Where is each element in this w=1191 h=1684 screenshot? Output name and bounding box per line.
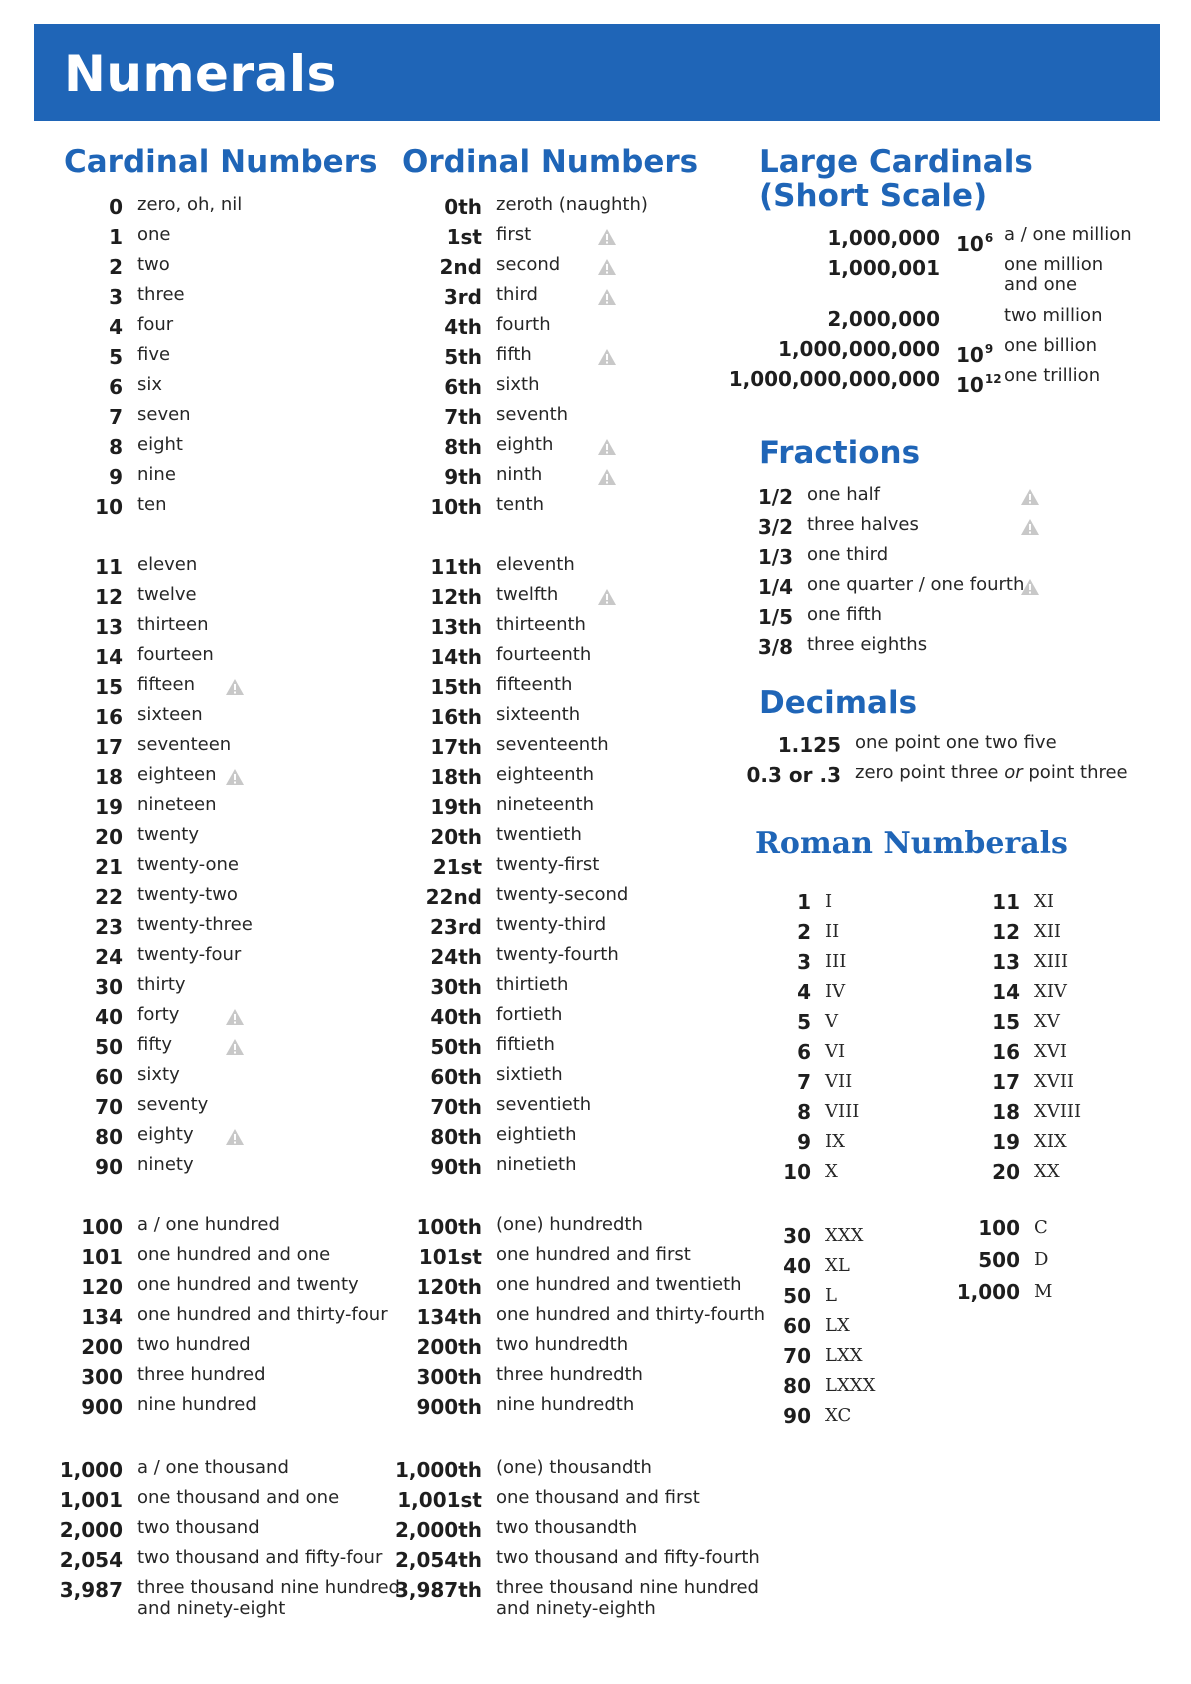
warning-triangle-icon [597, 468, 617, 486]
number-label: 1.125 [777, 733, 841, 757]
number-words: one fifth [807, 604, 883, 625]
number-words: a / one thousand [137, 1457, 289, 1478]
number-label: 70 [95, 1095, 123, 1119]
number-label: 1st [446, 225, 482, 249]
warning-triangle-icon [1020, 578, 1040, 596]
number-words: XL [825, 1255, 850, 1276]
number-label: 20th [430, 825, 482, 849]
warning-triangle-icon [597, 348, 617, 366]
number-label: 134 [81, 1305, 123, 1329]
number-label: 90th [430, 1155, 482, 1179]
number-words: fifty [137, 1034, 173, 1055]
number-words: XVII [1034, 1071, 1075, 1092]
number-label: 9th [444, 465, 482, 489]
number-label: 18 [992, 1100, 1020, 1124]
warning-triangle-icon [1020, 518, 1040, 536]
number-label: 100th [416, 1215, 482, 1239]
number-label: 17 [95, 735, 123, 759]
number-label: 23rd [429, 915, 482, 939]
number-words: twenty-three [137, 914, 253, 935]
number-words: two hundredth [496, 1334, 629, 1355]
number-words: one hundred and one [137, 1244, 331, 1265]
power-base: 10 [956, 232, 984, 256]
number-words: sixth [496, 374, 540, 395]
number-words: one half [807, 484, 880, 505]
number-words: three thousand nine hundred and ninety-eighth [496, 1577, 759, 1619]
warning-triangle-icon [225, 768, 245, 786]
number-label: 11 [992, 890, 1020, 914]
number-words: twenty-third [496, 914, 607, 935]
number-label: 40th [430, 1005, 482, 1029]
number-words: zero, oh, nil [137, 194, 243, 215]
number-words: fiftieth [496, 1034, 555, 1055]
number-words: a / one hundred [137, 1214, 280, 1235]
number-words: eleven [137, 554, 198, 575]
number-label: 1,000,000,000,000 [728, 367, 940, 391]
number-words [855, 762, 1128, 783]
number-label: 2,000th [394, 1518, 482, 1542]
number-words: tenth [496, 494, 545, 515]
number-words: fourteen [137, 644, 214, 665]
number-label: 1/2 [757, 485, 793, 509]
warning-triangle-icon [597, 258, 617, 276]
number-words [855, 732, 1057, 753]
number-label: 21st [432, 855, 482, 879]
number-label: 4 [109, 315, 123, 339]
number-label: 900th [416, 1395, 482, 1419]
number-label: 120 [81, 1275, 123, 1299]
warning-triangle-icon [225, 1008, 245, 1026]
warning-triangle-icon [597, 588, 617, 606]
decimal-words-part: one point one two five [855, 732, 1057, 753]
number-words: nineteen [137, 794, 217, 815]
number-label: 16 [95, 705, 123, 729]
number-words: two [137, 254, 170, 275]
number-label: 1,000,001 [827, 256, 940, 280]
number-words: two thousand [137, 1517, 260, 1538]
fractions-title: Fractions [759, 435, 921, 471]
number-label: 300 [81, 1365, 123, 1389]
number-words: twenty-second [496, 884, 629, 905]
number-words: XIX [1034, 1131, 1067, 1152]
number-words: two million [1004, 305, 1103, 326]
number-words: XX [1034, 1161, 1060, 1182]
number-label: 5 [109, 345, 123, 369]
number-words: twenty-two [137, 884, 238, 905]
number-label: 14 [992, 980, 1020, 1004]
number-words: twelfth [496, 584, 559, 605]
number-words: zeroth (naughth) [496, 194, 648, 215]
number-label: 100 [978, 1216, 1020, 1240]
number-words: eighteen [137, 764, 217, 785]
number-words: four [137, 314, 174, 335]
number-label: 1,000th [394, 1458, 482, 1482]
number-words: eighth [496, 434, 554, 455]
number-words: three hundredth [496, 1364, 643, 1385]
number-label: 2,000,000 [827, 307, 940, 331]
number-words: (one) thousandth [496, 1457, 652, 1478]
number-words: two thousandth [496, 1517, 638, 1538]
number-label: 60 [95, 1065, 123, 1089]
number-words: (one) hundredth [496, 1214, 643, 1235]
number-label: 101st [418, 1245, 482, 1269]
number-words: C [1034, 1217, 1048, 1238]
number-label: 9 [109, 465, 123, 489]
number-label: 1,001 [59, 1488, 123, 1512]
number-words: eighty [137, 1124, 194, 1145]
number-words: one trillion [1004, 365, 1101, 386]
number-label: 1,000 [956, 1280, 1020, 1304]
power-base: 10 [956, 343, 984, 367]
number-label: 17th [430, 735, 482, 759]
number-label: 7th [444, 405, 482, 429]
number-words: X [825, 1161, 838, 1182]
number-words: thirty [137, 974, 186, 995]
large-cardinals-title: Large Cardinals (Short Scale) [759, 144, 1033, 214]
number-words: nine hundredth [496, 1394, 635, 1415]
number-words: thirteen [137, 614, 209, 635]
number-label: 60 [783, 1314, 811, 1338]
number-words: nine hundred [137, 1394, 257, 1415]
number-words: XII [1034, 921, 1062, 942]
number-words: one hundred and thirty-four [137, 1304, 388, 1325]
number-words: second [496, 254, 561, 275]
number-label: 5th [444, 345, 482, 369]
number-words: three eighths [807, 634, 928, 655]
number-label: 24 [95, 945, 123, 969]
roman-numerals-title: Roman Numberals [755, 826, 1068, 861]
number-words: five [137, 344, 171, 365]
power-of-ten [956, 364, 1000, 400]
warning-triangle-icon [597, 288, 617, 306]
number-label: 4 [797, 980, 811, 1004]
number-words: XVI [1034, 1041, 1067, 1062]
number-label: 6 [797, 1040, 811, 1064]
number-label: 10 [95, 495, 123, 519]
number-words: twenty-one [137, 854, 239, 875]
number-label: 100 [81, 1215, 123, 1239]
number-words: XV [1034, 1011, 1060, 1032]
number-label: 10 [783, 1160, 811, 1184]
number-words: ninety [137, 1154, 194, 1175]
number-words: D [1034, 1249, 1049, 1270]
number-label: 9 [797, 1130, 811, 1154]
number-words: one third [807, 544, 889, 565]
number-words: nine [137, 464, 176, 485]
number-words: twenty-fourth [496, 944, 619, 965]
number-words: two thousand and fifty-fourth [496, 1547, 760, 1568]
number-label: 2 [797, 920, 811, 944]
number-words: ninth [496, 464, 543, 485]
number-label: 2,000 [59, 1518, 123, 1542]
number-words: one thousand and first [496, 1487, 700, 1508]
number-words: twentieth [496, 824, 582, 845]
number-label: 2 [109, 255, 123, 279]
number-label: 11 [95, 555, 123, 579]
number-label: 0 [109, 195, 123, 219]
number-label: 19th [430, 795, 482, 819]
number-words: first [496, 224, 532, 245]
number-words: seventeenth [496, 734, 609, 755]
number-words: I [825, 891, 833, 912]
number-words: seventh [496, 404, 569, 425]
number-words: ten [137, 494, 167, 515]
page-title: Numerals [64, 45, 337, 103]
number-label: 7 [797, 1070, 811, 1094]
number-words: IV [825, 981, 846, 1002]
number-label: 50 [95, 1035, 123, 1059]
number-words: XC [825, 1405, 852, 1426]
number-label: 20 [992, 1160, 1020, 1184]
number-words: sixty [137, 1064, 180, 1085]
number-label: 22 [95, 885, 123, 909]
number-label: 1/3 [757, 545, 793, 569]
power-exponent: 12 [984, 372, 1002, 386]
number-label: 80th [430, 1125, 482, 1149]
power-of-ten [956, 223, 1000, 259]
warning-triangle-icon [225, 1128, 245, 1146]
number-words: fourteenth [496, 644, 592, 665]
number-words: VI [825, 1041, 846, 1062]
number-label: 15th [430, 675, 482, 699]
number-label: 1,000,000 [827, 226, 940, 250]
number-label: 8th [444, 435, 482, 459]
number-label: 12th [430, 585, 482, 609]
number-label: 15 [992, 1010, 1020, 1034]
number-words: twenty-four [137, 944, 242, 965]
number-label: 15 [95, 675, 123, 699]
number-words: one hundred and twenty [137, 1274, 359, 1295]
number-label: 3,987th [394, 1578, 482, 1602]
title-banner [34, 24, 1160, 121]
number-label: 17 [992, 1070, 1020, 1094]
number-label: 11th [430, 555, 482, 579]
number-label: 13 [992, 950, 1020, 974]
number-words: XXX [825, 1225, 864, 1246]
number-words: III [825, 951, 847, 972]
number-label: 7 [109, 405, 123, 429]
number-words: LX [825, 1315, 850, 1336]
number-words: LXXX [825, 1375, 876, 1396]
number-words: forty [137, 1004, 180, 1025]
number-label: 101 [81, 1245, 123, 1269]
number-words: seven [137, 404, 191, 425]
number-label: 8 [797, 1100, 811, 1124]
warning-triangle-icon [225, 1038, 245, 1056]
number-words: M [1034, 1281, 1053, 1302]
number-words: II [825, 921, 840, 942]
number-words: one hundred and twentieth [496, 1274, 742, 1295]
number-label: 40 [95, 1005, 123, 1029]
number-label: 900 [81, 1395, 123, 1419]
power-exponent: 6 [984, 231, 994, 245]
number-words: XIII [1034, 951, 1069, 972]
number-words: L [825, 1285, 837, 1306]
number-label: 1,000 [59, 1458, 123, 1482]
number-words: seventieth [496, 1094, 592, 1115]
number-words: fifth [496, 344, 532, 365]
number-label: 50 [783, 1284, 811, 1308]
number-words: XIV [1034, 981, 1067, 1002]
number-words: VIII [825, 1101, 860, 1122]
number-words: V [825, 1011, 838, 1032]
number-label: 70th [430, 1095, 482, 1119]
number-label: 18 [95, 765, 123, 789]
number-label: 6th [444, 375, 482, 399]
number-label: 10th [430, 495, 482, 519]
number-label: 70 [783, 1344, 811, 1368]
number-label: 2nd [439, 255, 482, 279]
number-words: three thousand nine hundred and ninety-eight [137, 1577, 400, 1619]
number-label: 1,000,000,000 [778, 337, 940, 361]
number-words: twenty [137, 824, 199, 845]
number-label: 12 [95, 585, 123, 609]
number-words: sixteenth [496, 704, 581, 725]
number-label: 14 [95, 645, 123, 669]
number-words: third [496, 284, 538, 305]
number-words: VII [825, 1071, 853, 1092]
number-label: 13 [95, 615, 123, 639]
number-label: 22nd [425, 885, 482, 909]
number-label: 16th [430, 705, 482, 729]
number-words: fourth [496, 314, 551, 335]
number-words: sixtieth [496, 1064, 563, 1085]
number-words: IX [825, 1131, 845, 1152]
number-label: 6 [109, 375, 123, 399]
number-label: 0th [444, 195, 482, 219]
number-label: 5 [797, 1010, 811, 1034]
number-label: 200th [416, 1335, 482, 1359]
number-label: 19 [95, 795, 123, 819]
number-words: three halves [807, 514, 919, 535]
number-label: 2,054 [59, 1548, 123, 1572]
number-words: eightieth [496, 1124, 577, 1145]
number-label: 134th [416, 1305, 482, 1329]
number-label: 13th [430, 615, 482, 639]
number-words: seventeen [137, 734, 232, 755]
number-words: one thousand and one [137, 1487, 340, 1508]
number-label: 8 [109, 435, 123, 459]
number-label: 1/4 [757, 575, 793, 599]
number-label: 500 [978, 1248, 1020, 1272]
number-label: 30 [783, 1224, 811, 1248]
number-label: 3/8 [757, 635, 793, 659]
number-label: 50th [430, 1035, 482, 1059]
number-words: one quarter / one fourth [807, 574, 1025, 595]
number-label: 0.3 or .3 [746, 763, 841, 787]
number-words: two hundred [137, 1334, 251, 1355]
decimal-words-part: zero point three [855, 762, 1005, 783]
warning-triangle-icon [1020, 488, 1040, 506]
number-label: 30th [430, 975, 482, 999]
number-label: 90 [95, 1155, 123, 1179]
number-words: thirtieth [496, 974, 569, 995]
number-words: twenty-first [496, 854, 600, 875]
number-words: XVIII [1034, 1101, 1082, 1122]
number-words: XI [1034, 891, 1054, 912]
decimal-words-part: point three [1022, 762, 1128, 783]
ordinal-title: Ordinal Numbers [402, 144, 699, 180]
number-label: 4th [444, 315, 482, 339]
number-words: eight [137, 434, 183, 455]
number-words: fifteen [137, 674, 195, 695]
number-label: 1 [797, 890, 811, 914]
number-words: twelve [137, 584, 197, 605]
warning-triangle-icon [597, 438, 617, 456]
number-words: a / one million [1004, 224, 1132, 245]
power-exponent: 9 [984, 342, 994, 356]
number-words: six [137, 374, 163, 395]
number-label: 300th [416, 1365, 482, 1389]
number-label: 3rd [443, 285, 482, 309]
number-words: fifteenth [496, 674, 573, 695]
number-words: thirteenth [496, 614, 586, 635]
number-words: one hundred and thirty-fourth [496, 1304, 766, 1325]
number-label: 1 [109, 225, 123, 249]
number-words: one [137, 224, 171, 245]
number-label: 3 [797, 950, 811, 974]
number-label: 1/5 [757, 605, 793, 629]
number-label: 18th [430, 765, 482, 789]
number-words: eleventh [496, 554, 575, 575]
number-label: 19 [992, 1130, 1020, 1154]
number-label: 90 [783, 1404, 811, 1428]
number-label: 40 [783, 1254, 811, 1278]
number-label: 14th [430, 645, 482, 669]
cardinal-title: Cardinal Numbers [64, 144, 378, 180]
number-label: 30 [95, 975, 123, 999]
number-words: seventy [137, 1094, 209, 1115]
number-label: 21 [95, 855, 123, 879]
number-label: 23 [95, 915, 123, 939]
number-words: one hundred and first [496, 1244, 691, 1265]
number-label: 60th [430, 1065, 482, 1089]
number-words: three [137, 284, 185, 305]
number-label: 3 [109, 285, 123, 309]
number-label: 12 [992, 920, 1020, 944]
number-label: 80 [95, 1125, 123, 1149]
number-label: 80 [783, 1374, 811, 1398]
number-words: LXX [825, 1345, 863, 1366]
decimal-or-italic: or [1004, 762, 1023, 783]
number-label: 16 [992, 1040, 1020, 1064]
number-words: one million and one [1004, 254, 1104, 295]
number-words: nineteenth [496, 794, 594, 815]
number-words: one billion [1004, 335, 1098, 356]
number-words: two thousand and fifty-four [137, 1547, 383, 1568]
number-words: three hundred [137, 1364, 266, 1385]
number-words: fortieth [496, 1004, 563, 1025]
number-words: sixteen [137, 704, 203, 725]
warning-triangle-icon [225, 678, 245, 696]
number-label: 24th [430, 945, 482, 969]
number-words: ninetieth [496, 1154, 577, 1175]
number-label: 200 [81, 1335, 123, 1359]
number-label: 3,987 [59, 1578, 123, 1602]
decimals-title: Decimals [759, 685, 918, 721]
warning-triangle-icon [597, 228, 617, 246]
number-label: 1,001st [397, 1488, 482, 1512]
number-label: 2,054th [394, 1548, 482, 1572]
power-base: 10 [956, 373, 984, 397]
number-label: 3/2 [757, 515, 793, 539]
number-label: 120th [416, 1275, 482, 1299]
number-label: 20 [95, 825, 123, 849]
number-words: eighteenth [496, 764, 594, 785]
